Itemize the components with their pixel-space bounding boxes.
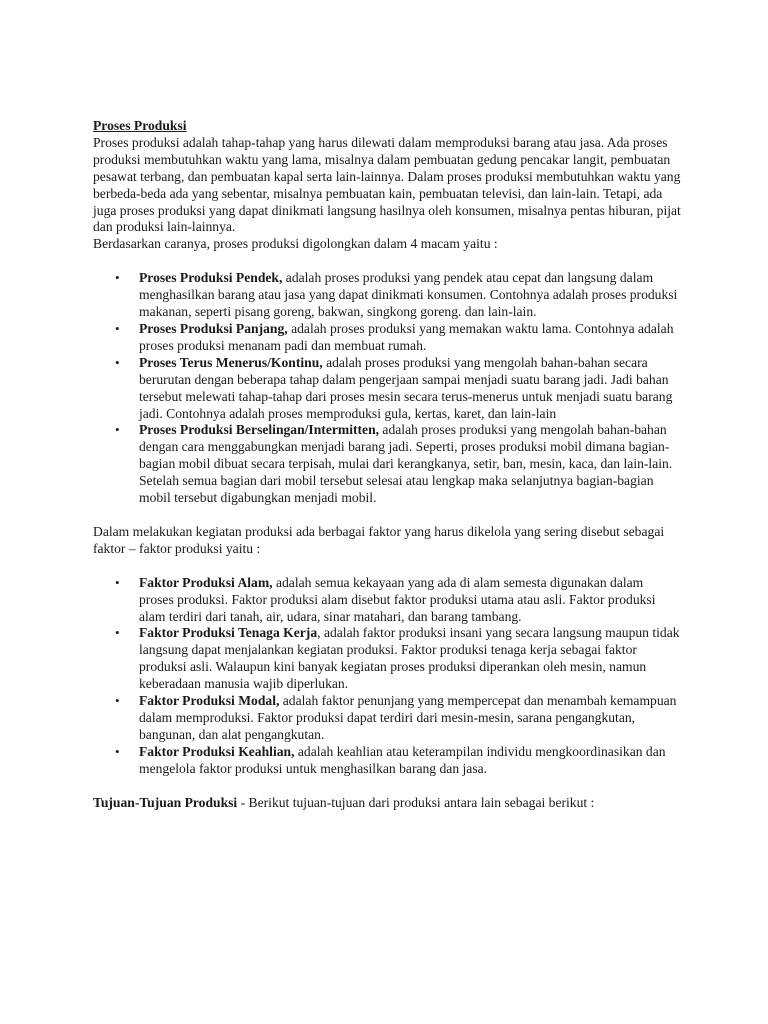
spacer: [93, 558, 681, 575]
list-item: [93, 270, 681, 321]
list-item-text: adalah proses produksi yang mengolah bahan-bahan secara berurutan dengan beberapa tahap dalam pengerjaan sampai menjadi suatu barang jadi. Jadi bahan tersebut melewati tahap-tahap dari proses mesin secara terus-menerus untuk menjadi suatu barang jadi. Contohnya adalah proses memproduksi gula, kertas, karet, dan lain-lain: [139, 354, 673, 421]
list-item: [93, 693, 681, 744]
list-item-text: adalah keahlian atau keterampilan individu mengkoordinasikan dan mengelola faktor produksi untuk menghasilkan barang dan jasa.: [139, 743, 666, 776]
list-item: [93, 625, 681, 693]
list-item: [93, 744, 681, 778]
bullet-icon: •: [115, 743, 120, 759]
list-item-term: Proses Produksi Pendek,: [139, 270, 283, 286]
bullet-icon: •: [115, 270, 120, 286]
list-item-term: Faktor Produksi Alam,: [139, 574, 273, 590]
goals-paragraph: [93, 795, 681, 812]
bullet-icon: •: [115, 693, 120, 709]
bullet-icon: •: [115, 320, 120, 336]
list-item-term: Faktor Produksi Tenaga Kerja: [139, 625, 318, 641]
list-item: [93, 422, 681, 507]
list-item-text: adalah proses produksi yang pendek atau cepat dan langsung dalam menghasilkan barang atau jasa yang dapat dinikmati konsumen. Contohnya adalah proses produksi makanan, seperti pisang goreng, bakwan, singkong goreng. dan lain-lain.: [139, 270, 678, 320]
bullet-icon: •: [115, 625, 120, 641]
list-item-term: Proses Terus Menerus/Kontinu,: [139, 354, 323, 370]
spacer: [93, 778, 681, 795]
spacer: [93, 507, 681, 524]
process-types-list: [93, 270, 681, 507]
bullet-icon: •: [115, 422, 120, 438]
list-item: [93, 321, 681, 355]
list-item-term: Faktor Produksi Keahlian,: [139, 743, 295, 759]
document-page: [93, 118, 681, 812]
list-item-term: Proses Produksi Panjang,: [139, 320, 288, 336]
list-item: [93, 575, 681, 626]
intro-paragraph: Proses produksi adalah tahap-tahap yang harus dilewati dalam memproduksi barang atau jasa. Ada proses produksi membutuhkan waktu yang lama, misalnya dalam pembuatan gedung pencakar langit, pembuatan pesawat terbang, dan pembuatan kapal serta lain-lainnya. Dalam proses produksi membutuhkan waktu yang berbeda-beda ada yang sebentar, misalnya pembuatan kain, pembuatan televisi, dan lain-lain. Tetapi, ada juga proses produksi yang dapat dinikmati langsung hasilnya oleh konsumen, misalnya pentas hiburan, pijat dan produksi lain-lainnya.: [93, 134, 681, 235]
goals-term: Tujuan-Tujuan Produksi: [93, 794, 238, 810]
list-item-term: Faktor Produksi Modal,: [139, 693, 280, 709]
goals-text: - Berikut tujuan-tujuan dari produksi antara lain sebagai berikut :: [237, 794, 595, 810]
section-title: Proses Produksi: [93, 118, 187, 133]
bullet-icon: •: [115, 354, 120, 370]
list-item-text: adalah faktor penunjang yang mempercepat dan menambah kemampuan dalam memproduksi. Faktor produksi dapat terdiri dari mesin-mesin, sarana pengangkutan, bangunan, dan alat pengangkutan.: [139, 693, 677, 742]
bullet-icon: •: [115, 574, 120, 590]
classification-intro: Berdasarkan caranya, proses produksi digolongkan dalam 4 macam yaitu :: [93, 236, 498, 252]
production-factors-list: [93, 575, 681, 778]
list-item-text: adalah proses produksi yang mengolah bahan-bahan dengan cara menggabungkan menjadi barang jadi. Seperti, proses produksi mobil dimana bagian-bagian mobil dibuat secara terpisah, mulai dari kerangkanya, setir, ban, mesin, kaca, dan lain-lain. Setelah semua bagian dari mobil tersebut selesai atau lengkap maka selanjutnya bagian-bagian mobil tersebut digabungkan menjadi mobil.: [139, 422, 673, 506]
factors-intro: Dalam melakukan kegiatan produksi ada berbagai faktor yang harus dikelola yang sering disebut sebagai faktor – faktor produksi yaitu :: [93, 523, 665, 556]
list-item-text: adalah semua kekayaan yang ada di alam semesta digunakan dalam proses produksi. Faktor produksi alam disebut faktor produksi utama atau asli. Faktor produksi alam terdiri dari tanah, air, udara, sinar matahari, dan barang tambang.: [139, 574, 656, 624]
list-item-text: adalah proses produksi yang memakan waktu lama. Contohnya adalah proses produksi menanam padi dan membuat rumah.: [139, 320, 674, 353]
list-item: [93, 355, 681, 423]
list-item-term: Proses Produksi Berselingan/Intermitten,: [139, 422, 380, 438]
spacer: [93, 253, 681, 270]
list-item-text: , adalah faktor produksi insani yang secara langsung maupun tidak langsung dapat menjalankan kegiatan produksi. Faktor produksi tenaga kerja sebagai faktor produksi asli. Walaupun kini banyak kegiatan proses produksi diperankan oleh mesin, namun keberadaan manusia wajib diperlukan.: [139, 625, 680, 692]
